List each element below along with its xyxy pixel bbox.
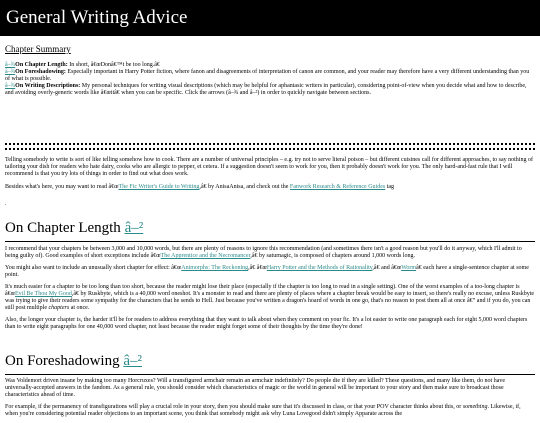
text-run: Besides what's here, you may want to read â€œ [5, 184, 119, 190]
body-paragraph: Was Voldemort driven insane by making too many Horcruxes? Will a transfigured armchair remain an armchair indefinitely? Do people die if they are killed? These questions, and many like them, do not have universally-accepted answers in the fandom. As a general rule, you should consider which characteristics of magic or the world in general will be important to your story and then make sure to broadcast those characteristics ahead of time. [5, 378, 506, 398]
summary-item-text: My personal techniques for writing visual descriptions (which may be helpful for aphantasic writers in particular), considering point-of-view when you decide what and how to describe, and avoiding overly-generic words like â€œitâ€ when you can be specific. Click the arrows (â–¾ and â–²) in order to quickly navigate between sections. [5, 83, 527, 96]
text-run: ,â€ â€œ [248, 265, 267, 271]
intro-paragraph [5, 184, 535, 191]
evil-be-thou-my-good-link[interactable]: Evil Be Thou My Good [15, 291, 72, 297]
emphasis: something [462, 404, 488, 410]
worm-link[interactable]: Worm [401, 265, 417, 271]
stray-period: . [5, 201, 7, 207]
body-paragraph [5, 284, 535, 312]
summary-item-label: On Writing Descriptions: [15, 83, 81, 89]
chapter-summary [5, 62, 535, 97]
summary-item-label: On Chapter Length: [15, 62, 68, 68]
text-run: â€ each have a single-sentence chapter at some point. [5, 265, 529, 278]
down-arrow-icon[interactable]: â–¾ [5, 62, 16, 68]
up-arrow-icon[interactable]: â–² [124, 220, 144, 236]
body-paragraph [5, 265, 535, 279]
emphasis: chapters [48, 305, 70, 311]
text-run: ,â€ and â€œ [372, 265, 402, 271]
text-run: You might also want to include an unusually short chapter for effect: â€œ [5, 265, 182, 271]
summary-item [5, 69, 535, 83]
dotted-divider [5, 148, 535, 153]
text-run: at once. [69, 305, 90, 311]
apprentice-necromancer-link[interactable]: The Apprentice and the Necromancer [160, 253, 251, 259]
foreshadowing-section [5, 378, 535, 423]
summary-item [5, 62, 535, 69]
text-run: tag [385, 184, 395, 190]
heading-rule [5, 241, 535, 242]
body-paragraph: Also, the longer your chapter is, the harder it'll be for readers to address everything that they want to talk about when they comment on your fic. It's a lot easier to write one paragraph each for eight 5,000 word chapters than to write eight paragraphs for one 40,000 word chapter, not least because the reader might forget some of their thoughts by the time they're done! [5, 317, 528, 330]
body-paragraph [5, 404, 535, 418]
animorphs-reckoning-link[interactable]: Animorphs: The Reckoning [181, 265, 249, 271]
down-arrow-icon[interactable]: â–¾ [5, 83, 16, 89]
foreshadowing-heading [5, 352, 142, 370]
text-run: It's much easier for a chapter to be too long than too short, because the reader might lose their place (especially if the chapter is too long to read in a single setting). One of the worst examples of a too-long chapter is â€œ [5, 284, 520, 297]
summary-item [5, 83, 535, 97]
chapter-length-heading [5, 219, 143, 237]
summary-title: Chapter Summary [5, 44, 71, 54]
heading-rule [5, 374, 535, 375]
summary-item-label: On Foreshadowing: [15, 69, 66, 75]
heading-text: On Foreshadowing [5, 353, 124, 369]
intro-section [5, 157, 535, 197]
text-run: . Likewise, if, when you're considering potential reader objections to an important scene, you think that somebody might ask why Luna Lovegood didn't simply Apparate across the [5, 404, 521, 417]
summary-item-text: In short, â€œDonâ€™t be too long.â€ [67, 62, 160, 68]
methods-of-rationality-link[interactable]: Harry Potter and the Methods of Rationality [266, 265, 373, 271]
chapter-length-section [5, 246, 535, 336]
text-run: I recommend that your chapters be between 3,000 and 10,000 words, but there are plenty of reasons to ignore this recommendation (and sometimes there isn't a good reason but you'll do it anyway, which I'll admit to being guilty of). Good examples of short exceptions include â€œ [5, 246, 522, 259]
body-paragraph [5, 246, 535, 260]
fic-writers-guide-link[interactable]: The Fic Writer's Guide to Writing [118, 184, 200, 190]
heading-text: On Chapter Length [5, 220, 125, 236]
text-run: ,â€ by AnisaAnisa, and check out the [199, 184, 290, 190]
text-run: ,â€ by saturnagic, is composed of chapters around 1,000 words long. [250, 253, 415, 259]
page-title: General Writing Advice [6, 7, 188, 28]
down-arrow-icon[interactable]: â–¾ [5, 69, 16, 75]
text-run: For example, if the permanency of transfigurations will play a crucial role in your story, then you should make sure that it's discussed in class, or that your POV character thinks about this, or [5, 404, 463, 410]
intro-paragraph: Telling somebody to write is sort of like telling somehow how to cook. There are a number of universal principles – e.g. try not to serve literal poison – but different cuisines call for different approaches, to say nothing of tailoring your dish for readers who hate dairy, cooks who are allergic to pepper, et cetera. If a suggestion doesn't seem to work for you, then it probably doesn't work for you. The only hard-and-fast rule that I will recommend is that you try lots of things in order to find out what does work. [5, 157, 533, 177]
text-run: ,â€ by Ruskbyte, which is a 40,000 word oneshot. It's a monster to read and there are plenty of places where a chapter break would be easy to insert, so there's really no excuse, unless Ruskbyte was trying to give their readers some sympathy for the characters that he sends to Hell. Just because you've written a dragon's hoard of words in one go, that's no reason to post them all at once â€” and if you do, you can still post multiple [5, 291, 535, 311]
header-banner [0, 0, 540, 36]
summary-item-text: Especially important in Harry Potter fiction, where fanon and disagreements of interpretation of canon are common, and your reader may therefore have a very different understanding than you of what is possible. [5, 69, 530, 82]
up-arrow-icon[interactable]: â–² [123, 353, 142, 369]
fanwork-research-guides-link[interactable]: Fanwork Research & Reference Guides [289, 184, 386, 190]
